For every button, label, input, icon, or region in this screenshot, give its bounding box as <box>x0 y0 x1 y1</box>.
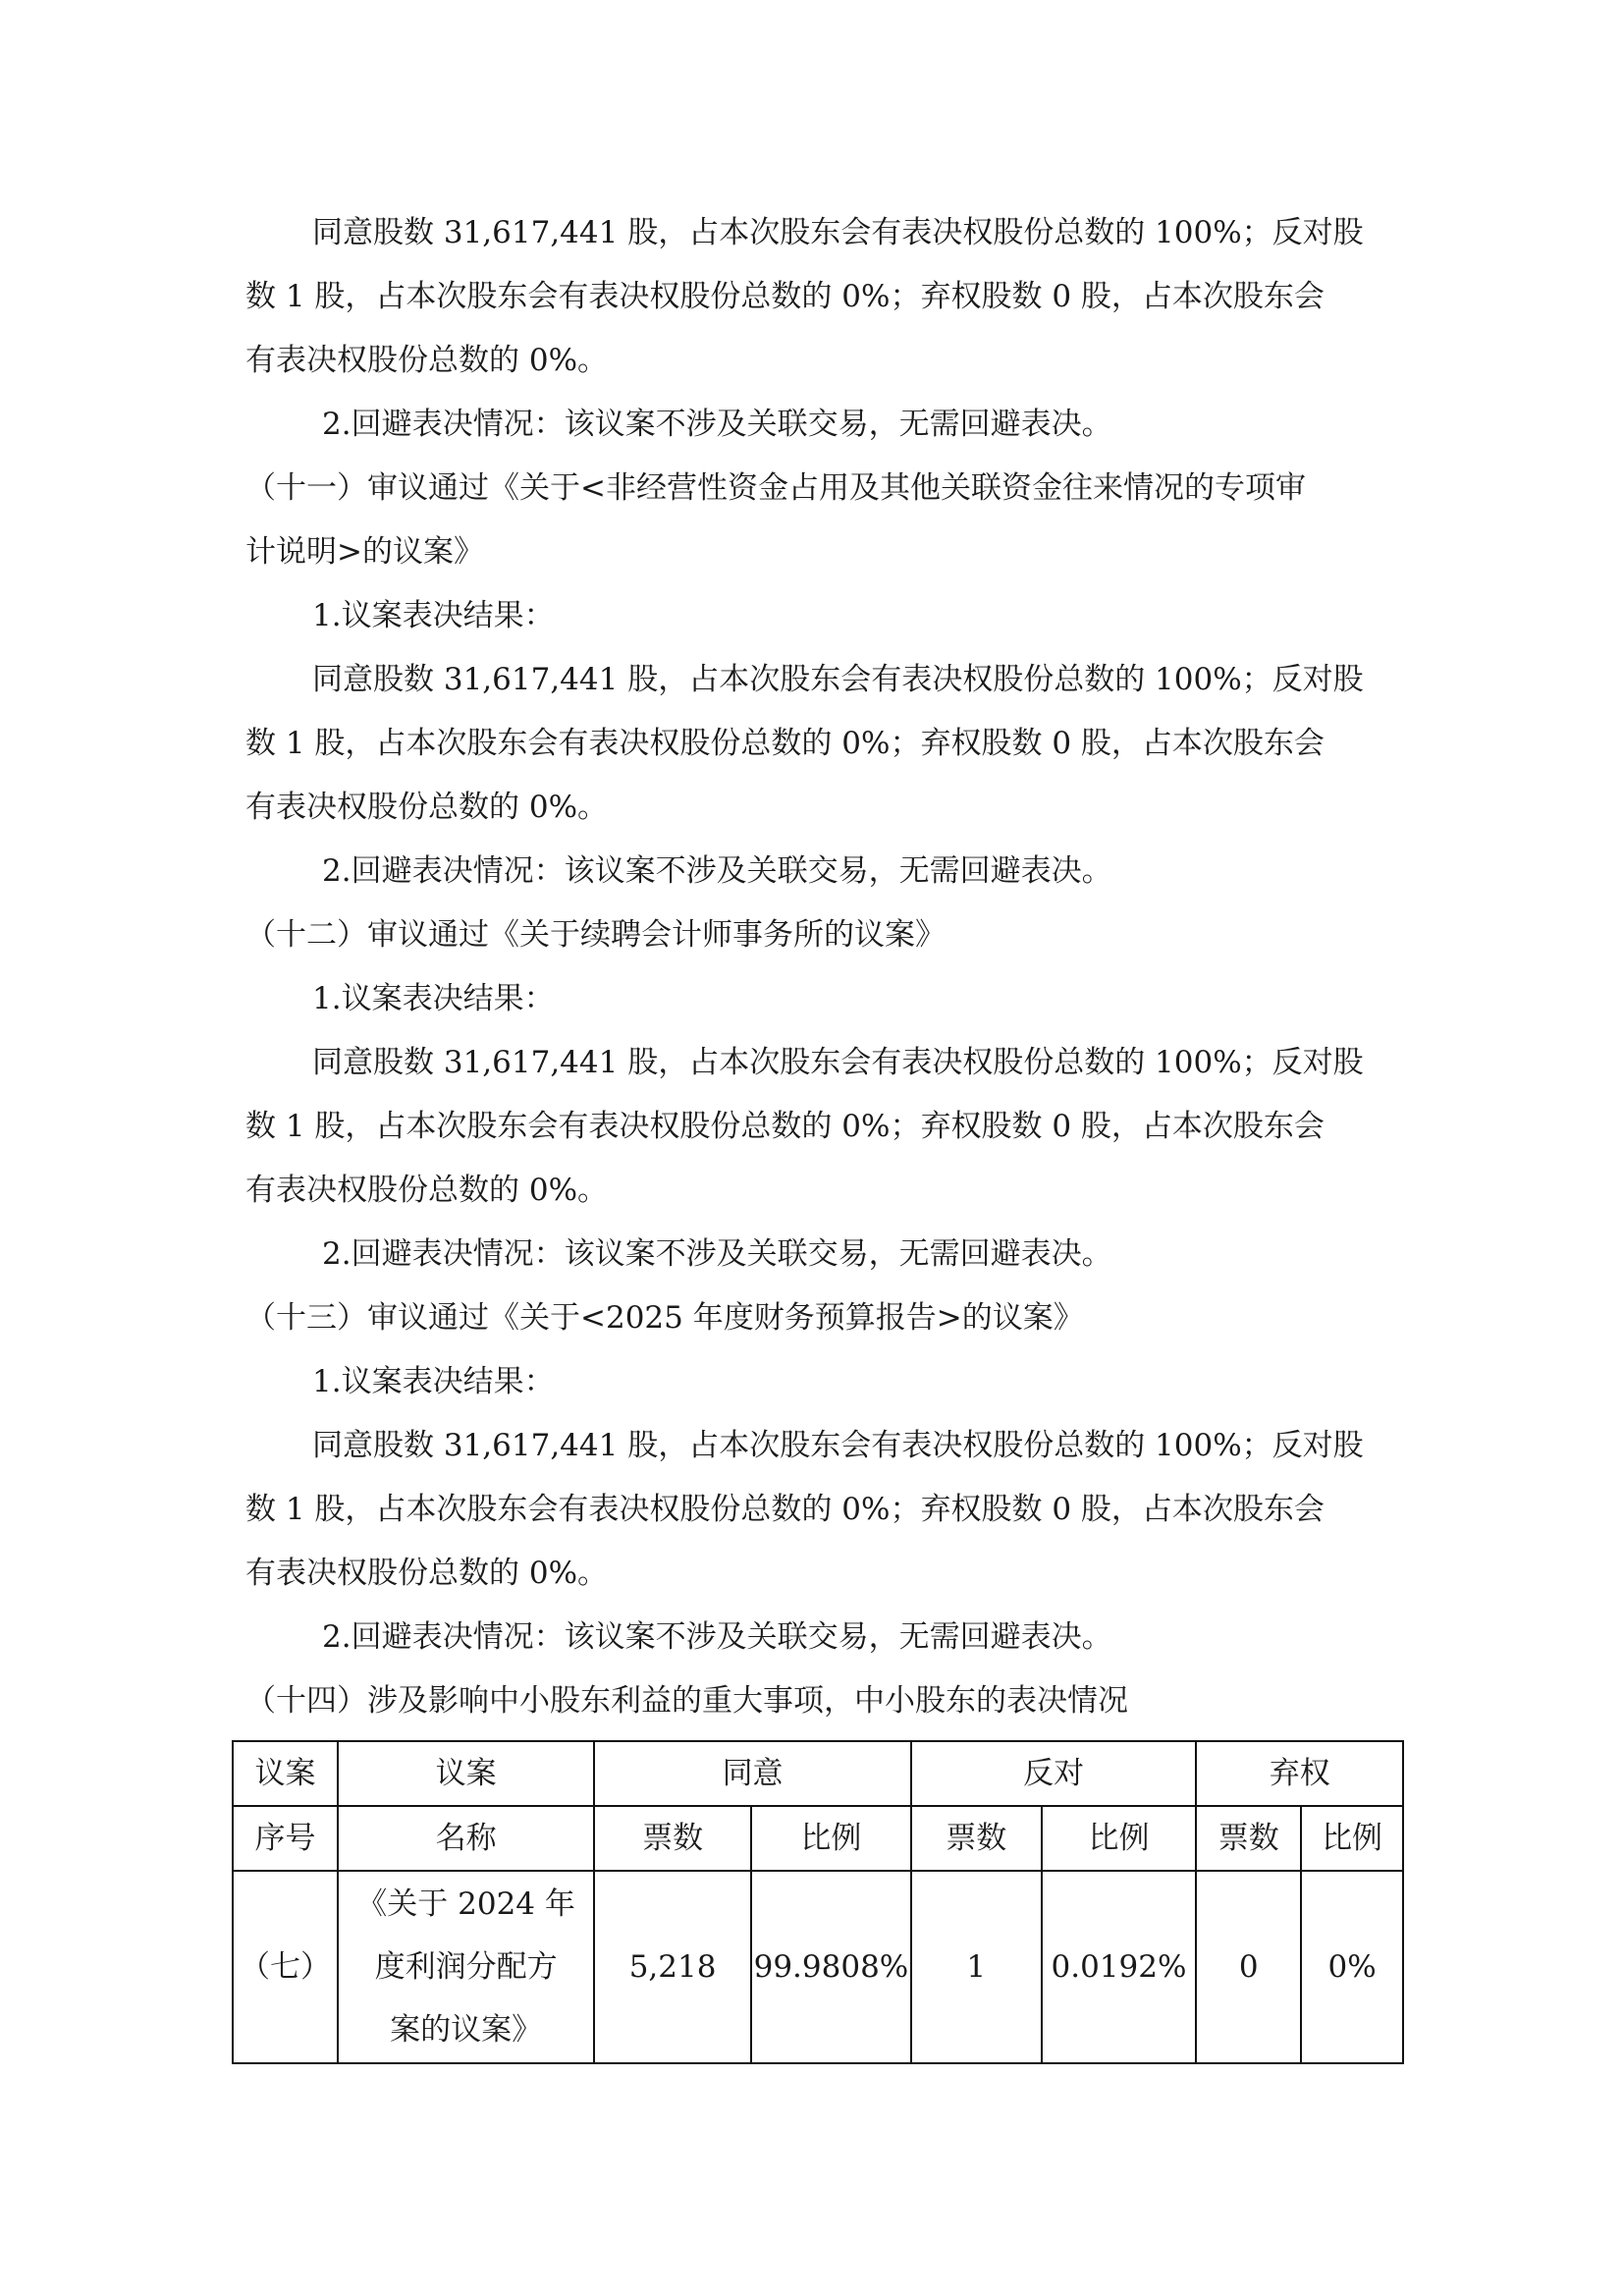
paragraph-line: 1.议案表决结果： <box>312 598 555 633</box>
paragraph-line: 数 1 股，占本次股东会有表决权股份总数的 0%；弃权股数 0 股，占本次股东会 <box>245 1109 1325 1144</box>
cell-name-line-3: 案的议案》 <box>390 2012 543 2048</box>
paragraph-line: （十二）审议通过《关于续聘会计师事务所的议案》 <box>245 917 946 953</box>
paragraph-line: 数 1 股，占本次股东会有表决权股份总数的 0%；弃权股数 0 股，占本次股东会 <box>245 279 1325 314</box>
paragraph-line: 2.回避表决情况：该议案不涉及关联交易，无需回避表决。 <box>322 407 1112 442</box>
header-seq-2: 序号 <box>233 1806 338 1871</box>
header-agree-votes: 票数 <box>594 1806 751 1871</box>
header-name: 议案 <box>338 1741 594 1806</box>
paragraph-line: （十四）涉及影响中小股东利益的重大事项，中小股东的表决情况 <box>245 1683 1128 1719</box>
header-agree: 同意 <box>594 1741 911 1806</box>
paragraph-line: 计说明>的议案》 <box>245 534 484 570</box>
cell-agree-ratio: 99.9808% <box>751 1871 911 2063</box>
cell-against-ratio: 0.0192% <box>1042 1871 1197 2063</box>
paragraph-line: （十一）审议通过《关于<非经营性资金占用及其他关联资金往来情况的专项审 <box>245 470 1306 506</box>
paragraph-line: 数 1 股，占本次股东会有表决权股份总数的 0%；弃权股数 0 股，占本次股东会 <box>245 726 1325 761</box>
header-against-ratio: 比例 <box>1042 1806 1197 1871</box>
paragraph-line: 数 1 股，占本次股东会有表决权股份总数的 0%；弃权股数 0 股，占本次股东会 <box>245 1492 1325 1527</box>
paragraph-line: 1.议案表决结果： <box>312 981 555 1016</box>
header-seq: 议案 <box>233 1741 338 1806</box>
header-name-2: 名称 <box>338 1806 594 1871</box>
paragraph-line: 1.议案表决结果： <box>312 1364 555 1399</box>
cell-abstain-votes: 0 <box>1196 1871 1301 2063</box>
table-row <box>233 1871 1403 2063</box>
minority-vote-table <box>232 1740 1404 2064</box>
cell-name-line-1: 《关于 2024 年 <box>356 1886 575 1922</box>
paragraph-line: 同意股数 31,617,441 股，占本次股东会有表决权股份总数的 100%；反对股 <box>312 662 1364 697</box>
paragraph-line: 有表决权股份总数的 0%。 <box>245 790 609 825</box>
cell-name <box>338 1871 594 2063</box>
cell-seq: （七） <box>233 1871 338 2063</box>
paragraph-line: 有表决权股份总数的 0%。 <box>245 1556 609 1591</box>
cell-abstain-ratio: 0% <box>1301 1871 1403 2063</box>
paragraph-line: 同意股数 31,617,441 股，占本次股东会有表决权股份总数的 100%；反对股 <box>312 215 1364 250</box>
cell-against-votes: 1 <box>911 1871 1042 2063</box>
cell-name-line-2: 度利润分配方 <box>374 1949 558 1985</box>
header-against-votes: 票数 <box>911 1806 1042 1871</box>
header-agree-ratio: 比例 <box>751 1806 911 1871</box>
paragraph-line: 2.回避表决情况：该议案不涉及关联交易，无需回避表决。 <box>322 853 1112 889</box>
paragraph-line: 有表决权股份总数的 0%。 <box>245 343 609 378</box>
header-abstain-votes: 票数 <box>1196 1806 1301 1871</box>
table-subheader-row <box>233 1806 1403 1871</box>
paragraph-line: 2.回避表决情况：该议案不涉及关联交易，无需回避表决。 <box>322 1236 1112 1272</box>
header-abstain: 弃权 <box>1196 1741 1403 1806</box>
paragraph-line: 同意股数 31,617,441 股，占本次股东会有表决权股份总数的 100%；反对股 <box>312 1045 1364 1080</box>
paragraph-line: 有表决权股份总数的 0%。 <box>245 1173 609 1208</box>
paragraph-line: 2.回避表决情况：该议案不涉及关联交易，无需回避表决。 <box>322 1619 1112 1655</box>
table-header-row <box>233 1741 1403 1806</box>
cell-agree-votes: 5,218 <box>594 1871 751 2063</box>
paragraph-line: （十三）审议通过《关于<2025 年度财务预算报告>的议案》 <box>245 1300 1084 1336</box>
header-abstain-ratio: 比例 <box>1301 1806 1403 1871</box>
paragraph-line: 同意股数 31,617,441 股，占本次股东会有表决权股份总数的 100%；反对股 <box>312 1428 1364 1463</box>
document-body <box>245 201 1389 1733</box>
header-against: 反对 <box>911 1741 1197 1806</box>
